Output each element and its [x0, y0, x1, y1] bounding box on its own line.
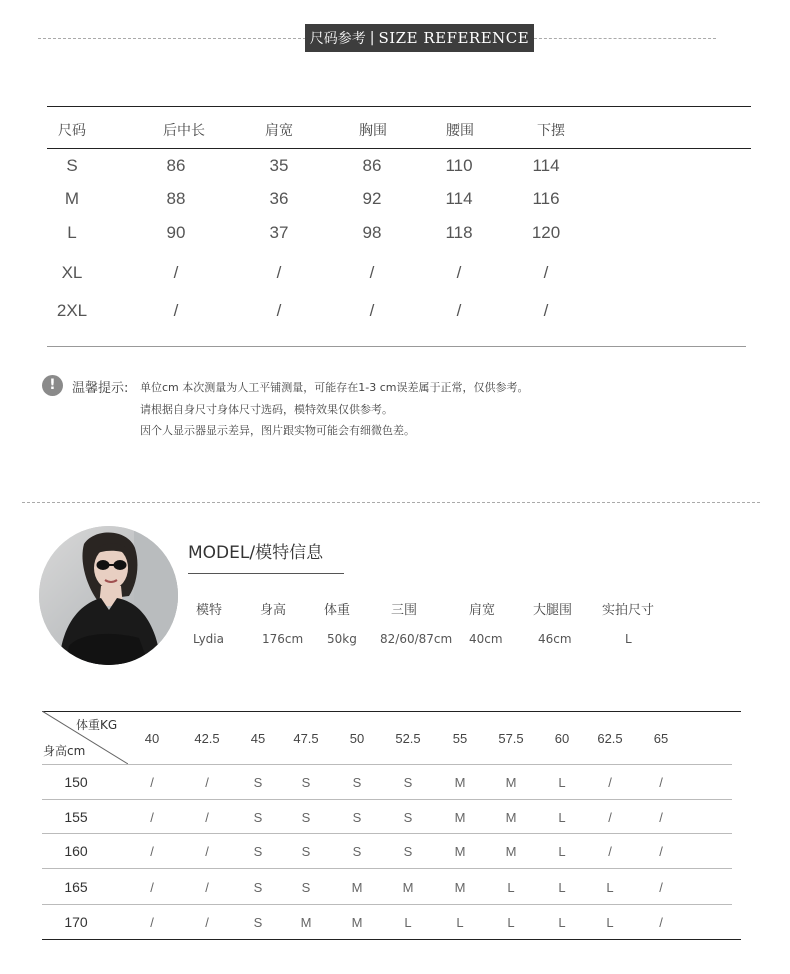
wh-table-row-rule: [42, 764, 732, 765]
size-recommendation-cell: L: [507, 880, 515, 895]
size-recommendation-cell: L: [606, 915, 614, 930]
size-table-cell: 86: [166, 156, 186, 175]
tip-line: 请根据自身尺寸身体尺寸选码，模特效果仅供参考。: [140, 403, 393, 416]
size-table-cell: /: [276, 301, 282, 320]
size-recommendation-cell: L: [558, 915, 566, 930]
size-recommendation-cell: /: [150, 844, 154, 859]
height-row-label: 150: [64, 774, 88, 790]
wh-table-top-rule: [42, 711, 741, 712]
size-recommendation-cell: /: [659, 915, 663, 930]
model-photo-illustration: [39, 526, 178, 665]
size-recommendation-cell: M: [454, 810, 466, 825]
size-recommendation-cell: M: [454, 880, 466, 895]
size-table-cell: /: [456, 263, 462, 282]
weight-column-header: 45: [250, 731, 266, 746]
weight-column-header: 50: [349, 731, 365, 746]
model-info-header: 实拍尺寸: [602, 603, 655, 618]
size-table-cell: /: [173, 301, 179, 320]
warning-icon: !: [42, 375, 63, 396]
size-recommendation-cell: S: [403, 775, 413, 790]
size-table-bottom-rule: [47, 346, 746, 347]
model-title-underline: [188, 573, 344, 574]
model-info-value: 50kg: [327, 632, 357, 646]
size-table-header: 肩宽: [265, 123, 293, 139]
weight-column-header: 57.5: [498, 731, 524, 746]
size-recommendation-cell: L: [558, 810, 566, 825]
size-table-header-rule: [47, 148, 751, 149]
size-recommendation-cell: L: [558, 775, 566, 790]
size-table-header: 后中长: [163, 123, 205, 139]
wh-table-row-rule: [42, 904, 732, 905]
size-recommendation-cell: L: [606, 880, 614, 895]
size-recommendation-cell: /: [205, 810, 209, 825]
wh-table-row-rule: [42, 833, 732, 834]
size-table-cell: /: [456, 301, 462, 320]
size-recommendation-cell: S: [253, 915, 263, 930]
size-recommendation-cell: S: [403, 844, 413, 859]
size-table-cell: 116: [532, 189, 560, 208]
weight-column-header: 42.5: [194, 731, 220, 746]
height-row-label: 165: [64, 879, 88, 895]
size-recommendation-cell: L: [558, 844, 566, 859]
size-recommendation-cell: M: [505, 775, 517, 790]
size-recommendation-cell: L: [456, 915, 464, 930]
height-row-label: 170: [64, 914, 88, 930]
model-info-header: 模特: [196, 603, 223, 618]
size-recommendation-cell: M: [505, 844, 517, 859]
size-recommendation-cell: /: [608, 775, 612, 790]
size-table-header: 腰围: [446, 123, 474, 139]
size-table-cell: 114: [532, 156, 560, 175]
size-table-header: 尺码: [58, 123, 86, 139]
size-recommendation-cell: /: [150, 880, 154, 895]
banner-title-en: SIZE REFERENCE: [378, 29, 530, 47]
weight-axis-label: 体重KG: [76, 718, 118, 732]
model-section-title: MODEL/模特信息: [188, 543, 324, 563]
size-recommendation-cell: /: [205, 775, 209, 790]
size-recommendation-cell: /: [205, 880, 209, 895]
tip-label: 温馨提示:: [72, 381, 129, 396]
header-divider-left: [38, 38, 306, 39]
size-recommendation-cell: L: [558, 880, 566, 895]
weight-column-header: 55: [452, 731, 468, 746]
size-table-cell: 118: [445, 223, 473, 242]
size-recommendation-cell: /: [150, 775, 154, 790]
model-info-header: 大腿围: [533, 603, 573, 618]
size-recommendation-cell: S: [253, 880, 263, 895]
size-table-cell: /: [543, 301, 549, 320]
size-recommendation-cell: /: [150, 915, 154, 930]
size-table-cell: /: [369, 301, 375, 320]
size-recommendation-cell: S: [352, 810, 362, 825]
size-table-cell: 36: [269, 189, 289, 208]
size-recommendation-cell: /: [205, 844, 209, 859]
model-info-header: 体重: [324, 603, 351, 618]
weight-column-header: 47.5: [293, 731, 319, 746]
model-info-value: L: [625, 632, 632, 646]
wh-table-row-rule: [42, 799, 732, 800]
size-recommendation-cell: /: [205, 915, 209, 930]
size-table-cell: /: [173, 263, 179, 282]
size-label: S: [66, 156, 78, 175]
size-recommendation-cell: S: [253, 844, 263, 859]
size-table-cell: 37: [269, 223, 289, 242]
weight-column-header: 62.5: [597, 731, 623, 746]
model-info-value: Lydia: [193, 632, 224, 646]
size-recommendation-cell: /: [659, 775, 663, 790]
size-table-cell: 114: [445, 189, 473, 208]
size-recommendation-cell: M: [454, 844, 466, 859]
size-label: 2XL: [56, 301, 88, 320]
model-info-value: 82/60/87cm: [380, 632, 453, 646]
height-row-label: 155: [64, 809, 88, 825]
size-recommendation-cell: /: [608, 810, 612, 825]
size-table-cell: 110: [445, 156, 473, 175]
size-recommendation-cell: M: [505, 810, 517, 825]
size-recommendation-cell: M: [351, 880, 363, 895]
size-recommendation-cell: S: [301, 775, 311, 790]
size-recommendation-cell: L: [404, 915, 412, 930]
size-recommendation-cell: S: [352, 844, 362, 859]
model-info-header: 身高: [260, 603, 287, 618]
size-table-top-rule: [47, 106, 751, 107]
size-table-cell: 98: [362, 223, 382, 242]
header-divider-right: [534, 38, 716, 39]
size-recommendation-cell: /: [659, 844, 663, 859]
wh-table-row-rule: [42, 868, 732, 869]
size-recommendation-cell: /: [150, 810, 154, 825]
size-recommendation-cell: /: [659, 880, 663, 895]
banner-title-zh: 尺码参考: [309, 31, 366, 47]
size-recommendation-cell: M: [454, 775, 466, 790]
model-info-value: 176cm: [262, 632, 304, 646]
size-table-cell: 35: [269, 156, 289, 175]
wh-table-row-rule: [42, 939, 741, 940]
size-label: L: [67, 223, 77, 242]
size-recommendation-cell: /: [608, 844, 612, 859]
size-recommendation-cell: S: [403, 810, 413, 825]
size-table-cell: /: [276, 263, 282, 282]
size-recommendation-cell: M: [300, 915, 312, 930]
size-recommendation-cell: S: [253, 775, 263, 790]
size-recommendation-cell: S: [253, 810, 263, 825]
size-recommendation-cell: /: [659, 810, 663, 825]
tip-line: 单位cm 本次测量为人工平铺测量，可能存在1-3 cm误差属于正常，仅供参考。: [140, 381, 529, 394]
section-divider: [22, 502, 760, 503]
weight-column-header: 40: [144, 731, 160, 746]
size-recommendation-cell: L: [507, 915, 515, 930]
size-recommendation-cell: S: [301, 810, 311, 825]
size-reference-banner: [305, 24, 534, 52]
weight-column-header: 65: [653, 731, 669, 746]
weight-column-header: 52.5: [395, 731, 421, 746]
model-avatar: [39, 526, 178, 665]
size-table-cell: /: [543, 263, 549, 282]
size-table-cell: 88: [166, 189, 186, 208]
weight-column-header: 60: [554, 731, 570, 746]
model-info-header: 三围: [391, 603, 418, 618]
banner-separator: |: [369, 30, 375, 46]
size-table-cell: 120: [531, 223, 561, 242]
size-recommendation-cell: S: [301, 844, 311, 859]
tip-line: 因个人显示器显示差异，图片跟实物可能会有细微色差。: [140, 424, 415, 437]
size-table-cell: 90: [166, 223, 186, 242]
size-table-cell: 86: [362, 156, 382, 175]
size-table-header: 胸围: [359, 123, 387, 139]
height-axis-label: 身高cm: [43, 744, 86, 758]
size-table-cell: 92: [362, 189, 382, 208]
size-recommendation-cell: S: [301, 880, 311, 895]
size-label: M: [64, 189, 80, 208]
model-info-value: 46cm: [538, 632, 572, 646]
size-label: XL: [61, 263, 83, 282]
size-recommendation-cell: S: [352, 775, 362, 790]
size-recommendation-cell: M: [402, 880, 414, 895]
size-recommendation-cell: M: [351, 915, 363, 930]
size-table-cell: /: [369, 263, 375, 282]
height-row-label: 160: [64, 843, 88, 859]
model-info-value: 40cm: [469, 632, 503, 646]
size-table-header: 下摆: [537, 123, 565, 139]
model-info-header: 肩宽: [469, 603, 496, 618]
